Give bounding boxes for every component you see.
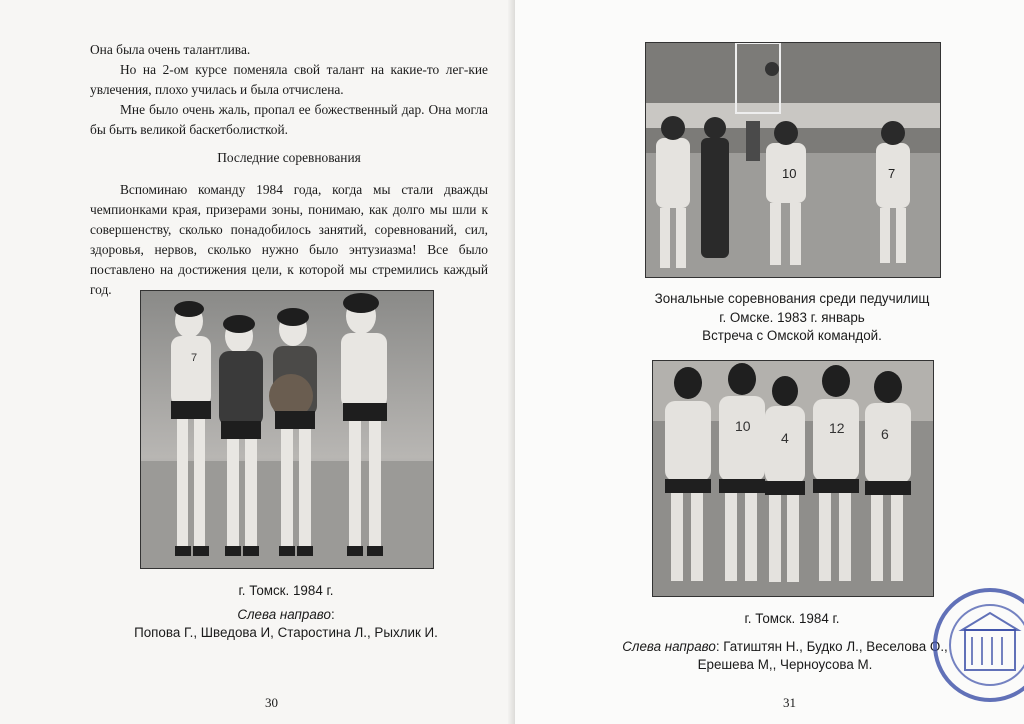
team-photo-tomsk: [140, 290, 434, 569]
photo1-caption-line3: Встреча с Омской командой.: [702, 328, 882, 343]
svg-text:4: 4: [781, 430, 789, 446]
names-right-line2: Ерешева М,, Черноусова М.: [697, 657, 873, 672]
photo2-caption: г. Томск. 1984 г.: [744, 611, 840, 626]
photo1-caption-line2: г. Омске. 1983 г. январь: [719, 310, 865, 325]
svg-text:6: 6: [881, 426, 889, 442]
paragraph-1: Она была очень талантлива.: [90, 42, 251, 57]
team-photo-tomsk-2: [652, 360, 934, 597]
section-heading: Последние соревнования: [217, 150, 361, 165]
game-photo-omsk: [645, 42, 941, 278]
svg-text:10: 10: [782, 166, 797, 181]
college-stamp-logo: [930, 585, 1024, 705]
svg-text:10: 10: [735, 418, 751, 434]
paragraph-2: Но на 2-ом курсе поменяла свой талант на какие-то лег-кие увлечения, плохо училась и была отчислена.: [90, 62, 488, 97]
svg-text:7: 7: [888, 166, 896, 181]
photo1-caption-line1: Зональные соревнования среди педучилищ: [654, 291, 930, 306]
page-number-right: 31: [783, 695, 796, 710]
names-right-text1: Гатиштян Н., Будко Л., Веселова О.,: [723, 639, 948, 654]
svg-text:7: 7: [191, 352, 198, 364]
names-right-line1: Слева направо: Гатиштян Н., Будко Л., Веселова О.,: [622, 639, 948, 654]
page-number-left: 30: [265, 695, 278, 710]
names-label-text: Слева направо: [237, 607, 331, 622]
names-label-right: Слева направо: [622, 639, 716, 654]
section-paragraph: Вспоминаю команду 1984 года, когда мы стали дважды чемпионками края, призерами зоны, понимаю, как долго мы шли к совершенству, сколько понадобилось занятий, соревнований, сил, здоровья, нервов, сколько нужно было энтузиазма! Все было поставлено на достижения цели, к которой мы стремились каждый год.: [90, 182, 488, 297]
names-label-left: Слева направо:: [237, 607, 335, 622]
names-left: Попова Г., Шведова И, Старостина Л., Рыхлик И.: [134, 625, 438, 640]
photo-caption-left: г. Томск. 1984 г.: [238, 583, 334, 598]
svg-text:12: 12: [829, 420, 845, 436]
paragraph-3: Мне было очень жаль, пропал ее божественный дар. Она могла бы быть великой баскетболисткой.: [90, 102, 488, 137]
